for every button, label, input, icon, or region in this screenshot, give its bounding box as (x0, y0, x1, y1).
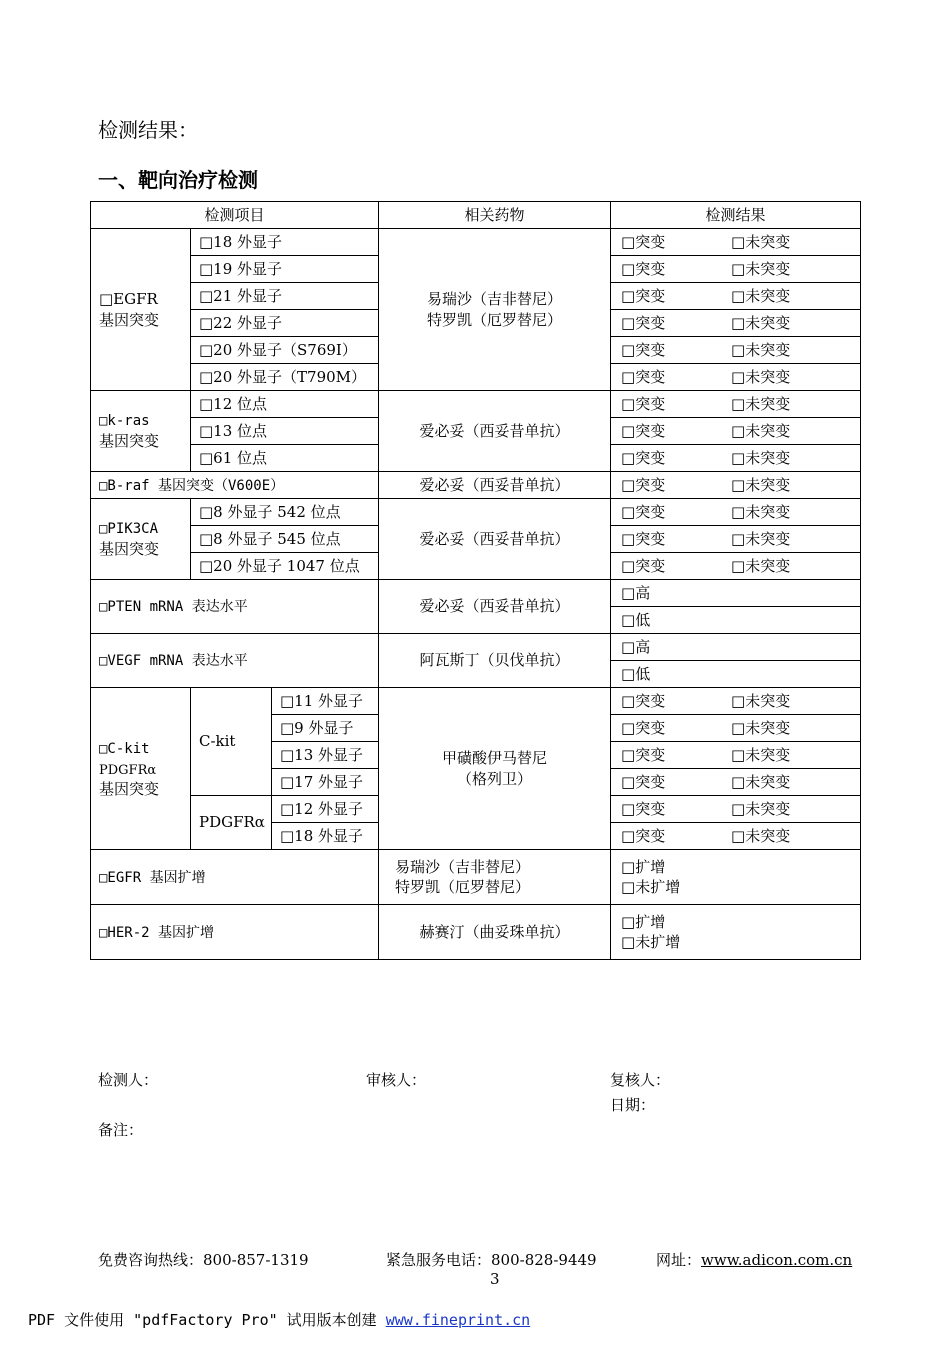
egfr-item: □19 外显子 (191, 256, 379, 283)
header-result: 检测结果 (611, 202, 861, 229)
checkbox-high[interactable]: □高 (621, 637, 651, 656)
checkbox-no-mutation[interactable]: □未突变 (731, 718, 791, 737)
checkbox-no-mutation[interactable]: □未突变 (731, 259, 791, 278)
result-cell (611, 418, 861, 445)
checkbox-no-mutation[interactable]: □未突变 (731, 556, 791, 575)
checkbox-no-mutation[interactable]: □未突变 (731, 232, 791, 251)
kras-item: □12 位点 (191, 391, 379, 418)
result-cell (611, 445, 861, 472)
checkbox-mutation[interactable]: □突变 (621, 367, 666, 386)
result-cell (611, 526, 861, 553)
website (656, 1249, 852, 1270)
checkbox-mutation[interactable]: □突变 (621, 529, 666, 548)
checkbox-amplified[interactable]: □扩增 (621, 912, 666, 931)
checkbox-low[interactable]: □低 (621, 664, 651, 683)
watermark (28, 1309, 530, 1330)
checkbox-no-mutation[interactable]: □未突变 (731, 772, 791, 791)
checkbox-not-amplified[interactable]: □未扩增 (621, 878, 681, 896)
pdgfra-item: □18 外显子 (272, 823, 379, 850)
note-label: 备注： (98, 1121, 144, 1139)
result-cell (611, 769, 861, 796)
egfr-item: □22 外显子 (191, 310, 379, 337)
watermark-link[interactable]: www.fineprint.cn (385, 1311, 531, 1329)
hotline: 免费咨询热线：800-857-1319 (98, 1251, 309, 1269)
result-cell (611, 364, 861, 391)
result-cell (611, 580, 861, 607)
result-cell (611, 796, 861, 823)
result-cell (611, 229, 861, 256)
checkbox-no-mutation[interactable]: □未突变 (731, 367, 791, 386)
result-cell (611, 850, 861, 905)
checkbox-no-mutation[interactable]: □未突变 (731, 529, 791, 548)
ckit-item: □13 外显子 (272, 742, 379, 769)
egfr-item: □20 外显子（S769I） (191, 337, 379, 364)
emergency-phone: 紧急服务电话：800-828-9449 (386, 1251, 597, 1269)
checkbox-not-amplified[interactable]: □未扩增 (621, 933, 681, 951)
table-row (91, 850, 861, 905)
checkbox-low[interactable]: □低 (621, 610, 651, 629)
ckit-item: □11 外显子 (272, 688, 379, 715)
reviewer-label: 审核人： (366, 1071, 427, 1089)
result-cell (611, 905, 861, 960)
ckit-gene: □C-kit PDGFRα 基因突变 (91, 688, 191, 850)
checkbox-no-mutation[interactable]: □未突变 (731, 340, 791, 359)
checkbox-mutation[interactable]: □突变 (621, 259, 666, 278)
table-row (91, 634, 861, 661)
table-row (91, 499, 861, 526)
checkbox-no-mutation[interactable]: □未突变 (731, 421, 791, 440)
result-cell (611, 661, 861, 688)
checkbox-no-mutation[interactable]: □未突变 (731, 313, 791, 332)
header-item: 检测项目 (91, 202, 379, 229)
checkbox-no-mutation[interactable]: □未突变 (731, 475, 791, 494)
table-row (91, 391, 861, 418)
egfr-item: □21 外显子 (191, 283, 379, 310)
checkbox-mutation[interactable]: □突变 (621, 286, 666, 305)
table-header (91, 202, 861, 229)
pten-gene: □PTEN mRNA 表达水平 (91, 580, 379, 634)
checkbox-mutation[interactable]: □突变 (621, 772, 666, 791)
her2-gene: □HER-2 基因扩增 (91, 905, 379, 960)
tester-label: 检测人： (98, 1071, 159, 1089)
checkbox-no-mutation[interactable]: □未突变 (731, 691, 791, 710)
table-row (91, 472, 861, 499)
website-label: 网址： (656, 1251, 702, 1269)
checkbox-no-mutation[interactable]: □未突变 (731, 502, 791, 521)
checkbox-mutation[interactable]: □突变 (621, 232, 666, 251)
ckit-drug: 甲磺酸伊马替尼 （格列卫） (379, 688, 611, 850)
result-cell (611, 742, 861, 769)
pten-drug: 爱必妥（西妥昔单抗） (379, 580, 611, 634)
pik3ca-drug: 爱必妥（西妥昔单抗） (379, 499, 611, 580)
table-row (91, 229, 861, 256)
result-cell (611, 337, 861, 364)
header-drug: 相关药物 (379, 202, 611, 229)
vegf-gene: □VEGF mRNA 表达水平 (91, 634, 379, 688)
braf-gene: □B-raf 基因突变（V600E） (91, 472, 379, 499)
egfr-amp-drug: 易瑞沙（吉非替尼） 特罗凯（厄罗替尼） (379, 850, 611, 905)
checkbox-no-mutation[interactable]: □未突变 (731, 826, 791, 845)
checkbox-mutation[interactable]: □突变 (621, 394, 666, 413)
kras-item: □61 位点 (191, 445, 379, 472)
egfr-item: □20 外显子（T790M） (191, 364, 379, 391)
vegf-drug: 阿瓦斯丁（贝伐单抗） (379, 634, 611, 688)
result-cell (611, 283, 861, 310)
checkbox-mutation[interactable]: □突变 (621, 745, 666, 764)
result-cell (611, 256, 861, 283)
checkbox-no-mutation[interactable]: □未突变 (731, 394, 791, 413)
result-cell (611, 472, 861, 499)
ckit-subgroup: C-kit (191, 688, 272, 796)
checkbox-mutation[interactable]: □突变 (621, 691, 666, 710)
results-heading: 检测结果： (98, 118, 198, 142)
checkbox-mutation[interactable]: □突变 (621, 826, 666, 845)
checkbox-mutation[interactable]: □突变 (621, 556, 666, 575)
result-cell (611, 310, 861, 337)
braf-drug: 爱必妥（西妥昔单抗） (379, 472, 611, 499)
pik3ca-item: □20 外显子 1047 位点 (191, 553, 379, 580)
pdgfra-item: □12 外显子 (272, 796, 379, 823)
results-table (90, 201, 861, 960)
pik3ca-gene: □PIK3CA 基因突变 (91, 499, 191, 580)
checkbox-mutation[interactable]: □突变 (621, 475, 666, 494)
pdgfra-subgroup: PDGFRα (191, 796, 272, 850)
pik3ca-item: □8 外显子 542 位点 (191, 499, 379, 526)
table-row (91, 580, 861, 607)
table-row (91, 905, 861, 960)
her2-drug: 赫赛汀（曲妥珠单抗） (379, 905, 611, 960)
page-number: 3 (490, 1270, 500, 1288)
result-cell (611, 553, 861, 580)
ckit-item: □17 外显子 (272, 769, 379, 796)
kras-drug: 爱必妥（西妥昔单抗） (379, 391, 611, 472)
checkbox-mutation[interactable]: □突变 (621, 799, 666, 818)
watermark-text: PDF 文件使用 "pdfFactory Pro" 试用版本创建 (28, 1311, 386, 1329)
ckit-item: □9 外显子 (272, 715, 379, 742)
checkbox-mutation[interactable]: □突变 (621, 313, 666, 332)
egfr-drug: 易瑞沙（吉非替尼） 特罗凯（厄罗替尼） (379, 229, 611, 391)
result-cell (611, 499, 861, 526)
website-link[interactable]: www.adicon.com.cn (701, 1251, 853, 1269)
checkbox-no-mutation[interactable]: □未突变 (731, 799, 791, 818)
checkbox-high[interactable]: □高 (621, 583, 651, 602)
result-cell (611, 823, 861, 850)
result-cell (611, 391, 861, 418)
kras-item: □13 位点 (191, 418, 379, 445)
result-cell (611, 607, 861, 634)
checkbox-no-mutation[interactable]: □未突变 (731, 286, 791, 305)
result-cell (611, 634, 861, 661)
result-cell (611, 688, 861, 715)
checkbox-amplified[interactable]: □扩增 (621, 857, 666, 876)
section-title: 一、靶向治疗检测 (98, 168, 258, 192)
checkbox-mutation[interactable]: □突变 (621, 448, 666, 467)
checkbox-mutation[interactable]: □突变 (621, 718, 666, 737)
checkbox-no-mutation[interactable]: □未突变 (731, 448, 791, 467)
rechecker-label: 复核人： (610, 1071, 671, 1089)
kras-gene: □k-ras 基因突变 (91, 391, 191, 472)
checkbox-mutation[interactable]: □突变 (621, 502, 666, 521)
date-label: 日期： (610, 1096, 656, 1114)
checkbox-no-mutation[interactable]: □未突变 (731, 745, 791, 764)
egfr-gene: □EGFR 基因突变 (91, 229, 191, 391)
checkbox-mutation[interactable]: □突变 (621, 340, 666, 359)
result-cell (611, 715, 861, 742)
pik3ca-item: □8 外显子 545 位点 (191, 526, 379, 553)
checkbox-mutation[interactable]: □突变 (621, 421, 666, 440)
table-row (91, 688, 861, 715)
egfr-item: □18 外显子 (191, 229, 379, 256)
egfr-amp-gene: □EGFR 基因扩增 (91, 850, 379, 905)
